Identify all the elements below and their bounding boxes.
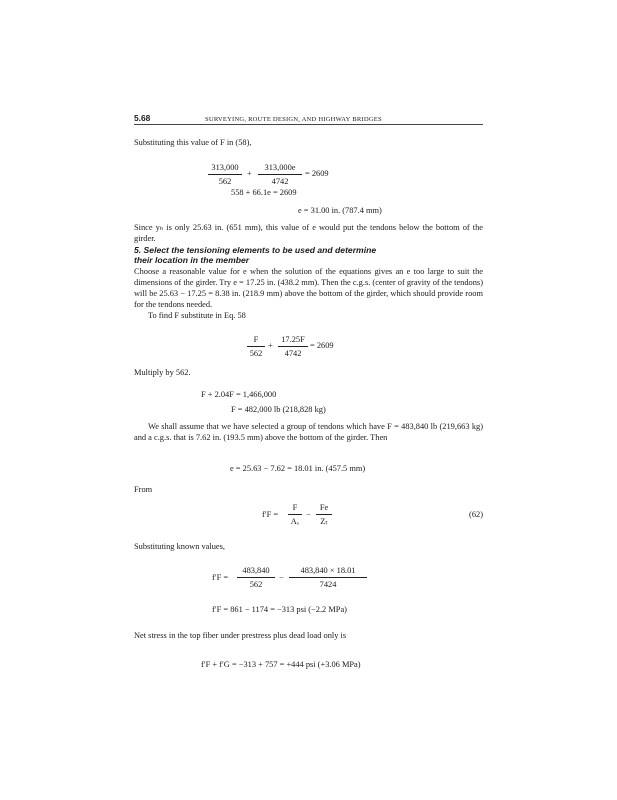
eq5: F + 2.04F = 1,466,000 [201,390,277,399]
eq11: f′F + f′G = −313 + 757 = +444 psi (+3.06 MPa) [201,660,361,669]
eq1-num2: 313,000e [258,162,302,175]
eq4-num2: 17.25F [278,334,308,347]
to-find-text: To find F substitute in Eq. 58 [148,311,246,320]
header-rule [134,124,483,125]
eq10: f′F = 861 − 1174 = −313 psi (−2.2 MPa) [212,605,347,614]
eq62-label: (62) [469,510,483,519]
eq4-den2: 4742 [284,349,302,358]
eq8-num2: Fe [316,502,332,515]
eq8-frac2 [316,502,332,527]
eq2: 558 + 66.1e = 2609 [231,188,297,197]
eq8-den1: Aₓ [290,517,300,526]
eq4-plus: + [268,341,273,350]
running-title: SURVEYING, ROUTE DESIGN, AND HIGHWAY BRIDGES [205,116,382,123]
eq8-frac1 [288,502,302,527]
eq9-den2: 7424 [319,580,337,589]
eq4-num1: F [247,334,265,347]
eq9-num1: 483,840 [237,565,275,578]
eq6: F = 482,000 lb (218,828 kg) [231,405,326,414]
from-text: From [134,485,153,494]
substituting-known-text: Substituting known values, [134,542,225,551]
step-heading-line1: 5. Select the tensioning elements to be used and determine [134,245,377,255]
step-heading-line2: their location in the member [134,255,250,265]
eq9-minus: − [279,573,284,582]
eq1-frac1 [208,162,242,187]
eq8-num1: F [288,502,302,515]
eq1-den2: 4742 [271,177,289,186]
eq4-den1: 562 [249,349,263,358]
eq1-frac2 [258,162,302,187]
eq9-den1: 562 [249,580,263,589]
eq4-rhs: = 2609 [310,341,334,350]
choose-paragraph: Choose a reasonable value for e when the solution of the equations gives an e too large to suit the dimensions of the girder. Try e = 17.25 in. (438.2 mm). Then the c.g.s. (center of gravity of the tendons) will be 25.63 − 17.25 = 8.38 in. (218.9 mm) above the bottom of the girder, which should provide room for the tendons needed. [134,267,483,309]
eq8-minus: − [306,510,311,519]
multiply-text: Multiply by 562. [134,368,191,377]
eq9-frac1 [237,565,275,590]
eq8-den2: Zₜ [320,517,328,526]
eq9-frac2 [289,565,367,590]
eq4-frac1 [247,334,265,359]
eq1-num1: 313,000 [208,162,242,175]
page-number: 5.68 [134,113,151,123]
eq3: e = 31.00 in. (787.4 mm) [298,206,382,215]
eq1-rhs: = 2609 [305,169,329,178]
eq8-lhs: f′F = [262,510,279,519]
eq7: e = 25.63 − 7.62 = 18.01 in. (457.5 mm) [230,464,366,473]
eq1-den1: 562 [218,177,232,186]
intro-text: Substituting this value of F in (58), [134,138,252,147]
eq9-num2: 483,840 × 18.01 [289,565,367,578]
eq9-lhs: f′F = [212,573,229,582]
eq4-frac2 [278,334,308,359]
assume-paragraph: We shall assume that we have selected a group of tendons which have F = 483,840 lb (219,663 kg) and a c.g.s. that is 7.62 in. (193.5 mm) above the bottom of the girder. Then [134,422,483,442]
net-stress-text: Net stress in the top fiber under prestress plus dead load only is [134,631,347,640]
since-paragraph: Since yₕ is only 25.63 in. (651 mm), this value of e would put the tendons below the bottom of the girder. [134,223,483,243]
eq1-plus: + [247,169,252,178]
